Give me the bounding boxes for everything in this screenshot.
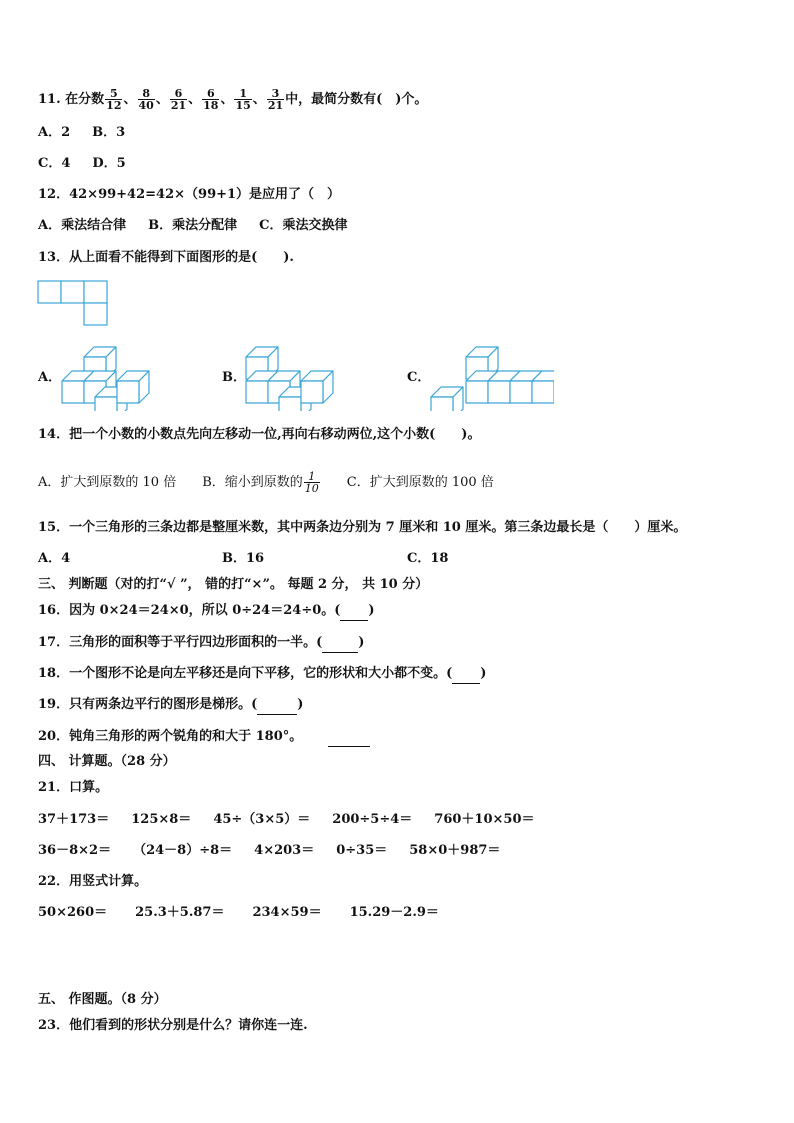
q21-title: 21．口算。 <box>38 780 109 795</box>
separator: 、 <box>252 92 266 107</box>
cube <box>301 371 333 403</box>
calc-item: 50×260＝ <box>38 905 108 920</box>
q11-fraction: $\frac{5}{12}$ <box>106 87 122 112</box>
q18-text: 18．一个图形不论是向左平移还是向下平移，它的形状和大小都不变。( <box>38 666 453 681</box>
answer-blank[interactable] <box>257 696 297 715</box>
q16-close: ) <box>368 603 375 618</box>
q12-option-a[interactable]: A．乘法结合律 <box>38 218 127 233</box>
q11-fraction: $\frac{8}{40}$ <box>138 87 154 112</box>
q17-text: 17．三角形的面积等于平行四边形面积的一半。( <box>38 635 323 650</box>
q14-option-c[interactable]: C．扩大到原数的 100 倍 <box>346 475 494 490</box>
separator: 、 <box>123 92 137 107</box>
square <box>61 281 84 303</box>
answer-blank[interactable] <box>452 665 480 684</box>
q11-fraction: $\frac{6}{21}$ <box>170 87 187 112</box>
q14-option-b[interactable] <box>202 470 321 495</box>
q11-option-d[interactable]: D．5 <box>92 156 126 171</box>
q11-option-a[interactable]: A．2 <box>38 125 71 140</box>
q13-option-c[interactable]: C． <box>407 370 431 385</box>
calc-item: 4×203＝ <box>254 843 315 858</box>
cube-figure-a[interactable] <box>60 343 150 411</box>
q18-line <box>38 665 486 684</box>
q21-row1 <box>38 811 535 829</box>
q11-options-row1 <box>38 124 125 142</box>
answer-blank[interactable] <box>322 634 358 653</box>
calc-item: 760＋10×50＝ <box>434 812 535 827</box>
separator: 、 <box>155 92 169 107</box>
q17-close: ) <box>358 635 365 650</box>
separator: 、 <box>188 92 202 107</box>
q13-text: 13．从上面看不能得到下面图形的是( ). <box>38 250 294 265</box>
q22-row <box>38 904 439 922</box>
calc-item: 234×59＝ <box>252 905 322 920</box>
square <box>84 281 107 303</box>
q15-option-a[interactable]: A．4 <box>38 551 71 566</box>
top-view-figure <box>37 280 109 328</box>
q15-option-c[interactable]: C．18 <box>407 551 449 566</box>
section-4-heading: 四、 计算题。（28 分） <box>38 754 176 769</box>
q14-fraction: $\frac{1}{10}$ <box>304 470 319 495</box>
q11-suffix: 中，最简分数有( )个。 <box>285 92 428 107</box>
q11-fraction: $\frac{1}{15}$ <box>235 87 251 112</box>
q11-options-row2 <box>38 155 126 173</box>
q11-option-b[interactable]: B．3 <box>92 125 126 140</box>
q11-fraction: $\frac{6}{18}$ <box>203 87 219 112</box>
q11-prefix: 在分数 <box>65 92 105 107</box>
q12-option-c[interactable]: C．乘法交换律 <box>259 218 348 233</box>
q19-line <box>38 696 303 715</box>
answer-blank[interactable] <box>328 728 370 747</box>
calc-item: 200÷5÷4＝ <box>332 812 413 827</box>
q11-number: 11. <box>38 92 61 107</box>
q11-fraction: $\frac{3}{21}$ <box>267 87 284 112</box>
q14-option-b-label: B．缩小到原数的 <box>202 475 303 490</box>
q11-option-c[interactable]: C．4 <box>38 156 71 171</box>
q16-text: 16．因为 0×24＝24×0，所以 0÷24＝24÷0。( <box>38 603 341 618</box>
calc-item: 125×8＝ <box>131 812 192 827</box>
separator: 、 <box>220 92 234 107</box>
q14-options <box>38 471 494 494</box>
square <box>38 281 61 303</box>
calc-item: 15.29－2.9＝ <box>349 905 439 920</box>
q12-text: 12．42×99+42=42×（99+1）是应用了（ ） <box>38 187 341 202</box>
calc-item: 37＋173＝ <box>38 812 110 827</box>
cube-figure-b[interactable] <box>244 343 334 411</box>
q12-option-b[interactable]: B．乘法分配律 <box>148 218 238 233</box>
q11-line <box>38 88 427 111</box>
q16-line <box>38 602 375 621</box>
q13-option-a[interactable]: A． <box>38 370 62 385</box>
q12-options <box>38 217 347 235</box>
q19-text: 19．只有两条边平行的图形是梯形。( <box>38 697 258 712</box>
q15-text: 15．一个三角形的三条边都是整厘米数，其中两条边分别为 7 厘米和 10 厘米。第三条边最长是（ ）厘米。 <box>38 520 687 535</box>
q14-text: 14．把一个小数的小数点先向左移动一位,再向右移动两位,这个小数( )。 <box>38 427 481 442</box>
q23-text: 23．他们看到的形状分别是什么？请你连一连. <box>38 1018 308 1033</box>
calc-item: 36－8×2＝ <box>38 843 112 858</box>
square <box>84 303 107 325</box>
q13-option-b[interactable]: B． <box>222 370 246 385</box>
answer-blank[interactable] <box>340 602 368 621</box>
calc-item: 0÷35＝ <box>336 843 388 858</box>
q14-option-a[interactable]: A．扩大到原数的 10 倍 <box>38 475 177 490</box>
calc-item: 25.3＋5.87＝ <box>135 905 225 920</box>
q20-line <box>38 728 370 747</box>
section-5-heading: 五、 作图题。（8 分） <box>38 992 167 1007</box>
q18-close: ) <box>480 666 487 681</box>
cube <box>117 371 149 403</box>
calc-item: 58×0＋987＝ <box>409 843 501 858</box>
q19-close: ) <box>297 697 304 712</box>
q17-line <box>38 634 364 653</box>
q20-text: 20．钝角三角形的两个锐角的和大于 180°。 <box>38 729 303 744</box>
cube <box>431 387 463 411</box>
calc-item: （24－8）÷8＝ <box>133 843 233 858</box>
cube-figure-c[interactable] <box>429 343 554 411</box>
q21-row2 <box>38 842 500 860</box>
calc-item: 45÷（3×5）＝ <box>213 812 311 827</box>
q22-title: 22．用竖式计算。 <box>38 874 148 889</box>
section-3-heading: 三、 判断题（对的打“√ ”， 错的打“×”。 每题 2 分， 共 10 分） <box>38 577 429 592</box>
q15-option-b[interactable]: B．16 <box>222 551 265 566</box>
